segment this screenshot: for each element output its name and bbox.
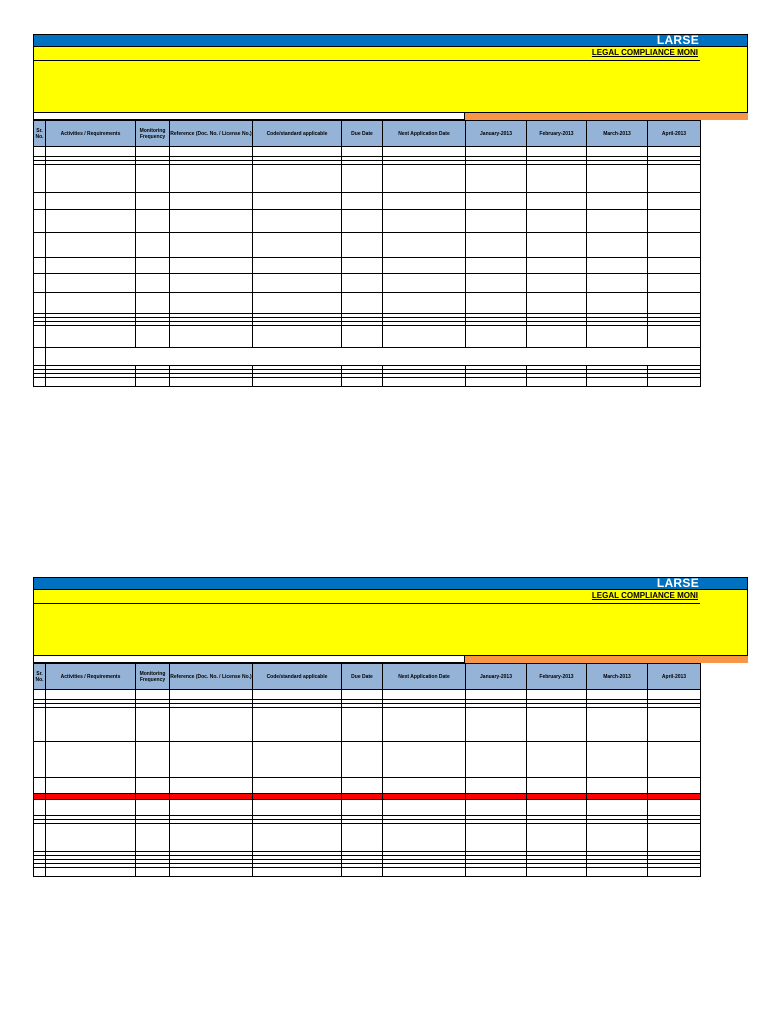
table-cell — [253, 824, 342, 852]
table-row — [34, 690, 701, 700]
table-cell — [527, 165, 587, 193]
table-cell — [587, 165, 648, 193]
table-cell — [34, 348, 46, 366]
table-cell — [170, 800, 253, 816]
table-row — [34, 800, 701, 816]
table-cell — [136, 274, 170, 293]
table-body — [34, 690, 701, 877]
table-cell — [34, 326, 46, 348]
table-cell — [466, 708, 527, 742]
table-cell — [466, 326, 527, 348]
table-row — [34, 274, 701, 293]
table-cell — [342, 210, 383, 233]
table-cell — [648, 708, 701, 742]
report-subtitle: LEGAL COMPLIANCE MONI — [591, 48, 698, 57]
table-cell — [648, 233, 701, 258]
table-cell — [466, 258, 527, 274]
table-cell — [466, 778, 527, 794]
table-cell — [587, 708, 648, 742]
table-cell — [587, 147, 648, 157]
table-cell — [170, 293, 253, 314]
table-cell — [383, 165, 466, 193]
accent-strip — [465, 656, 748, 663]
table-cell — [648, 824, 701, 852]
col-reference: Reference (Doc. No. / License No.) — [170, 664, 253, 690]
table-cell — [587, 778, 648, 794]
table-cell — [383, 147, 466, 157]
compliance-table — [33, 663, 701, 877]
table-cell — [253, 326, 342, 348]
table-cell — [466, 147, 527, 157]
table-cell — [253, 778, 342, 794]
table-cell — [136, 378, 170, 387]
table-cell — [170, 258, 253, 274]
table-cell — [34, 233, 46, 258]
table-cell — [466, 690, 527, 700]
table-cell — [527, 274, 587, 293]
table-cell — [466, 193, 527, 210]
table-cell — [466, 378, 527, 387]
table-cell — [46, 274, 136, 293]
table-cell — [136, 778, 170, 794]
table-cell — [527, 690, 587, 700]
header-banner — [33, 590, 748, 656]
table-cell — [383, 690, 466, 700]
col-next-date: Next Application Date — [383, 664, 466, 690]
table-cell — [46, 742, 136, 778]
table-cell — [253, 868, 342, 877]
table-cell — [136, 193, 170, 210]
table-row — [34, 293, 701, 314]
table-cell — [34, 800, 46, 816]
table-cell — [136, 326, 170, 348]
table-row — [34, 233, 701, 258]
table-row — [34, 165, 701, 193]
table-row — [34, 868, 701, 877]
table-cell — [46, 193, 136, 210]
table-cell — [136, 147, 170, 157]
table-cell — [34, 193, 46, 210]
table-cell — [253, 742, 342, 778]
table-cell — [170, 193, 253, 210]
table-cell — [136, 210, 170, 233]
table-cell — [46, 708, 136, 742]
table-cell — [34, 708, 46, 742]
table-cell — [253, 165, 342, 193]
col-due-date: Due Date — [342, 121, 383, 147]
table-cell — [34, 165, 46, 193]
table-row — [34, 193, 701, 210]
table-cell — [253, 293, 342, 314]
table-cell — [34, 378, 46, 387]
table-cell — [648, 293, 701, 314]
table-cell — [136, 233, 170, 258]
table-cell — [648, 742, 701, 778]
table-cell — [342, 147, 383, 157]
table-cell — [342, 326, 383, 348]
table-cell — [136, 800, 170, 816]
table-cell — [46, 690, 136, 700]
table-cell — [587, 274, 648, 293]
table-cell — [170, 274, 253, 293]
table-row — [34, 708, 701, 742]
table-cell — [383, 708, 466, 742]
table-cell — [170, 165, 253, 193]
table-cell — [587, 868, 648, 877]
table-cell — [46, 210, 136, 233]
table-cell — [170, 742, 253, 778]
table-cell — [587, 193, 648, 210]
table-cell — [648, 690, 701, 700]
col-sr-no: Sr. No. — [34, 121, 46, 147]
table-cell — [342, 193, 383, 210]
table-cell — [587, 258, 648, 274]
col-apr: April-2013 — [648, 121, 701, 147]
table-cell — [466, 293, 527, 314]
table-cell — [466, 165, 527, 193]
table-cell — [170, 868, 253, 877]
table-cell — [342, 165, 383, 193]
accent-strip — [465, 113, 748, 120]
table-cell — [383, 800, 466, 816]
table-cell — [383, 326, 466, 348]
table-cell — [342, 824, 383, 852]
table-cell — [527, 210, 587, 233]
table-row — [34, 742, 701, 778]
table-cell — [527, 742, 587, 778]
table-cell — [648, 274, 701, 293]
table-cell — [466, 742, 527, 778]
table-cell — [34, 824, 46, 852]
company-title: LARSE — [656, 576, 699, 590]
table-cell — [253, 708, 342, 742]
table-cell — [466, 233, 527, 258]
table-cell — [170, 378, 253, 387]
table-cell — [136, 708, 170, 742]
table-cell — [527, 708, 587, 742]
table-cell — [383, 778, 466, 794]
header-banner — [33, 47, 748, 113]
col-activities: Activities / Requirements — [46, 121, 136, 147]
table-cell — [383, 210, 466, 233]
table-cell — [136, 742, 170, 778]
table-cell — [587, 742, 648, 778]
col-mar: March-2013 — [587, 121, 648, 147]
table-cell — [342, 690, 383, 700]
table-cell — [46, 233, 136, 258]
table-cell — [46, 258, 136, 274]
header-row — [34, 664, 701, 690]
table-cell — [527, 778, 587, 794]
table-cell — [253, 378, 342, 387]
table-row — [34, 258, 701, 274]
table-row — [34, 147, 701, 157]
table-cell — [383, 378, 466, 387]
table-cell — [253, 800, 342, 816]
table-cell — [46, 165, 136, 193]
table-cell — [648, 258, 701, 274]
table-cell — [253, 193, 342, 210]
table-cell — [466, 868, 527, 877]
table-cell — [170, 210, 253, 233]
col-mar: March-2013 — [587, 664, 648, 690]
table-cell — [34, 742, 46, 778]
company-title: LARSE — [656, 33, 699, 47]
table-cell — [170, 778, 253, 794]
title-bar — [33, 34, 748, 47]
table-cell — [648, 165, 701, 193]
table-cell — [527, 326, 587, 348]
table-cell — [46, 293, 136, 314]
table-cell — [383, 868, 466, 877]
col-due-date: Due Date — [342, 664, 383, 690]
compliance-table — [33, 120, 701, 387]
table-cell — [587, 326, 648, 348]
table-cell — [342, 233, 383, 258]
header-row — [34, 121, 701, 147]
table-cell — [527, 800, 587, 816]
table-cell — [527, 233, 587, 258]
table-cell — [648, 868, 701, 877]
table-cell — [46, 868, 136, 877]
table-cell — [34, 274, 46, 293]
col-feb: February-2013 — [527, 121, 587, 147]
table-cell — [466, 800, 527, 816]
table-cell — [587, 690, 648, 700]
table-cell — [342, 378, 383, 387]
table-cell — [383, 742, 466, 778]
table-cell — [527, 147, 587, 157]
table-cell — [34, 258, 46, 274]
table-cell — [253, 233, 342, 258]
table-cell — [136, 690, 170, 700]
col-next-date: Next Application Date — [383, 121, 466, 147]
col-frequency: Monitoring Frequency — [136, 664, 170, 690]
table-cell — [46, 326, 136, 348]
table-cell — [383, 193, 466, 210]
table-cell — [253, 690, 342, 700]
table-cell — [383, 274, 466, 293]
table-cell — [34, 868, 46, 877]
banner-divider — [34, 60, 700, 61]
table-cell — [342, 742, 383, 778]
table-cell — [253, 210, 342, 233]
table-cell — [170, 824, 253, 852]
table-cell — [648, 193, 701, 210]
table-cell — [466, 210, 527, 233]
table-cell — [46, 147, 136, 157]
col-apr: April-2013 — [648, 664, 701, 690]
table-cell — [170, 326, 253, 348]
title-bar — [33, 577, 748, 590]
table-cell — [136, 165, 170, 193]
table-row — [34, 348, 701, 366]
table-cell — [648, 800, 701, 816]
table-cell — [136, 868, 170, 877]
table-cell — [587, 378, 648, 387]
table-row — [34, 210, 701, 233]
table-cell — [342, 868, 383, 877]
col-frequency: Monitoring Frequency — [136, 121, 170, 147]
table-cell — [587, 800, 648, 816]
table-cell — [527, 378, 587, 387]
table-cell — [342, 800, 383, 816]
table-cell — [342, 778, 383, 794]
table-body — [34, 147, 701, 387]
table-cell — [34, 293, 46, 314]
merged-cell — [46, 348, 701, 366]
table-cell — [648, 147, 701, 157]
col-sr-no: Sr. No. — [34, 664, 46, 690]
col-jan: January-2013 — [466, 664, 527, 690]
table-cell — [34, 690, 46, 700]
banner-divider — [34, 603, 700, 604]
table-cell — [46, 800, 136, 816]
table-cell — [466, 274, 527, 293]
table-cell — [383, 233, 466, 258]
table-cell — [648, 210, 701, 233]
table-cell — [342, 274, 383, 293]
table-cell — [342, 293, 383, 314]
table-cell — [383, 293, 466, 314]
col-feb: February-2013 — [527, 664, 587, 690]
table-cell — [46, 778, 136, 794]
table-cell — [648, 778, 701, 794]
table-cell — [170, 233, 253, 258]
col-code: Code/standard applicable — [253, 121, 342, 147]
table-cell — [34, 778, 46, 794]
table-cell — [383, 824, 466, 852]
table-cell — [253, 147, 342, 157]
table-cell — [253, 274, 342, 293]
col-code: Code/standard applicable — [253, 664, 342, 690]
table-cell — [587, 233, 648, 258]
table-cell — [342, 708, 383, 742]
table-cell — [527, 193, 587, 210]
table-cell — [527, 824, 587, 852]
table-cell — [527, 258, 587, 274]
table-cell — [527, 293, 587, 314]
table-cell — [587, 824, 648, 852]
table-cell — [253, 258, 342, 274]
table-cell — [466, 824, 527, 852]
table-cell — [170, 147, 253, 157]
table-cell — [587, 210, 648, 233]
table-cell — [648, 378, 701, 387]
table-cell — [587, 293, 648, 314]
table-cell — [170, 690, 253, 700]
col-reference: Reference (Doc. No. / License No.) — [170, 121, 253, 147]
blank-strip — [33, 113, 465, 120]
table-cell — [136, 258, 170, 274]
table-cell — [170, 708, 253, 742]
table-cell — [383, 258, 466, 274]
col-activities: Activities / Requirements — [46, 664, 136, 690]
table-cell — [342, 258, 383, 274]
table-cell — [34, 147, 46, 157]
table-cell — [527, 868, 587, 877]
table-cell — [46, 824, 136, 852]
report-subtitle: LEGAL COMPLIANCE MONI — [591, 591, 698, 600]
table-cell — [136, 293, 170, 314]
table-row — [34, 326, 701, 348]
table-cell — [648, 326, 701, 348]
table-row — [34, 778, 701, 794]
col-jan: January-2013 — [466, 121, 527, 147]
table-cell — [34, 210, 46, 233]
blank-strip — [33, 656, 465, 663]
table-row — [34, 824, 701, 852]
table-cell — [136, 824, 170, 852]
table-row — [34, 378, 701, 387]
table-cell — [46, 378, 136, 387]
